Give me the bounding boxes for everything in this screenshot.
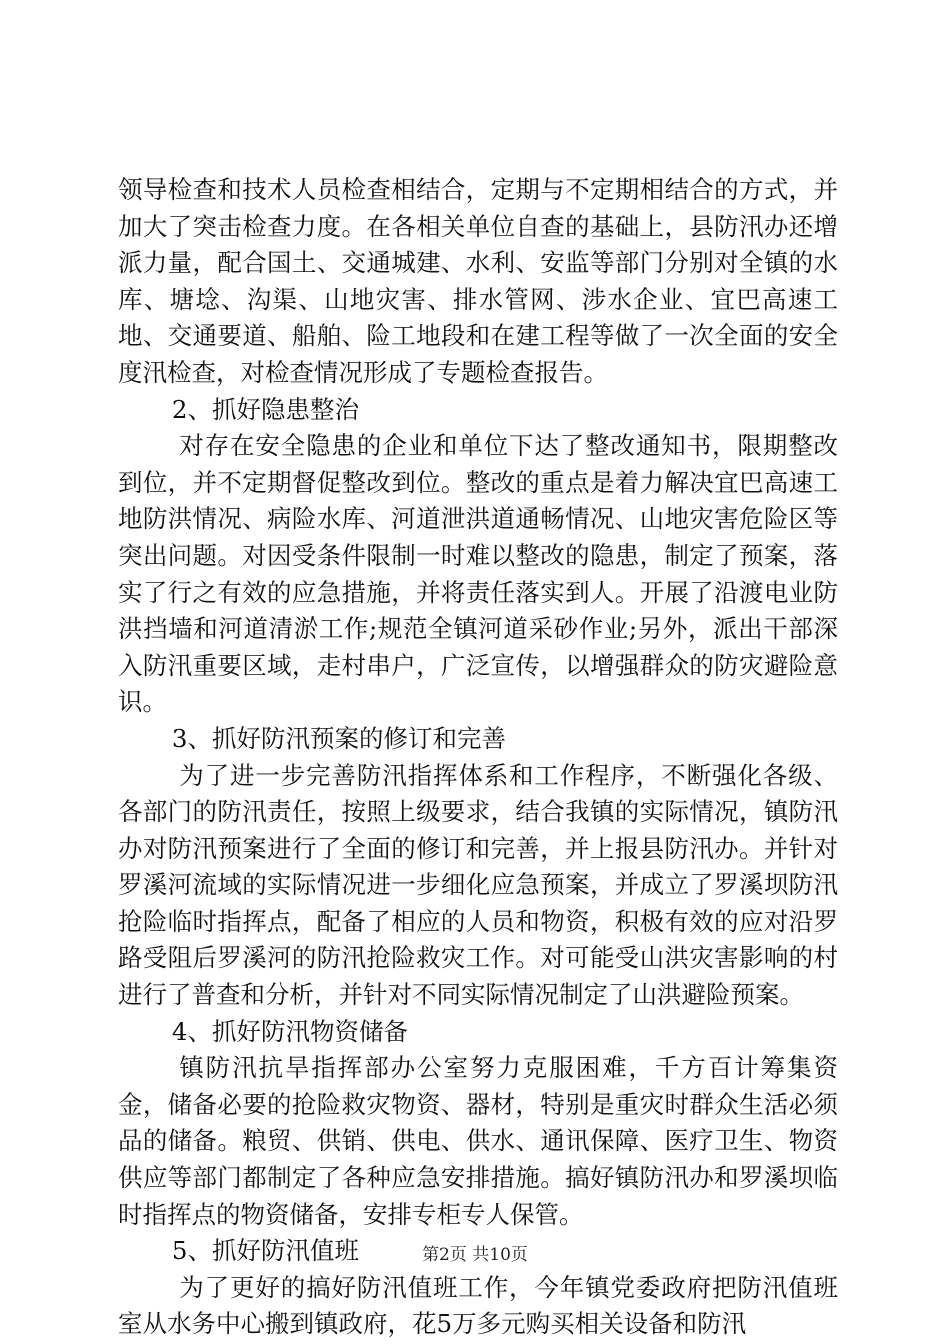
section-heading: 3、抓好防汛预案的修订和完善 — [171, 723, 506, 753]
body-paragraph: 为了更好的搞好防汛值班工作，今年镇党委政府把防汛值班室从水务中心搬到镇政府，花5万多元购买相关设备和防汛 — [118, 1272, 838, 1339]
body-paragraph: 镇防汛抗旱指挥部办公室努力克服困难，千方百计筹集资金，储备必要的抢险救灾物资、器材，特别是重灾时群众生活必须品的储备。粮贸、供销、供电、供水、通讯保障、医疗卫生、物资供应等部门都制定了各种应急安排措施。搞好镇防汛办和罗溪坝临时指挥点的物资储备，安排专柜专人保管。 — [118, 1053, 838, 1229]
page-number-footer: 第2页 共10页 — [422, 1245, 528, 1265]
section-heading: 4、抓好防汛物资储备 — [171, 1016, 408, 1046]
body-paragraph: 对存在安全隐患的企业和单位下达了整改通知书，限期整改到位，并不定期督促整改到位。整改的重点是着力解决宜巴高速工地防洪情况、病险水库、河道泄洪道通畅情况、山地灾害危险区等突出问题。对因受条件限制一时难以整改的隐患，制定了预案，落实了行之有效的应急措施，并将责任落实到人。开展了沿渡电业防洪挡墙和河道清淤工作;规范全镇河道采砂作业;另外，派出干部深入防汛重要区域，走村串户，广泛宣传，以增强群众的防灾避险意识。 — [118, 431, 838, 717]
section-heading: 2、抓好隐患整治 — [171, 394, 359, 424]
document-body — [118, 172, 838, 1343]
section-heading: 5、抓好防汛值班 — [171, 1236, 359, 1266]
body-paragraph: 领导检查和技术人员检查相结合，定期与不定期相结合的方式，并加大了突击检查力度。在各相关单位自查的基础上，县防汛办还增派力量，配合国土、交通城建、水利、安监等部门分别对全镇的水库、塘埝、沟渠、山地灾害、排水管网、涉水企业、宜巴高速工地、交通要道、船舶、险工地段和在建工程等做了一次全面的安全度汛检查，对检查情况形成了专题检查报告。 — [118, 175, 838, 387]
body-paragraph: 为了进一步完善防汛指挥体系和工作程序，不断强化各级、各部门的防汛责任，按照上级要求，结合我镇的实际情况，镇防汛办对防汛预案进行了全面的修订和完善，并上报县防汛办。并针对罗溪河流域的实际情况进一步细化应急预案，并成立了罗溪坝防汛抢险临时指挥点，配备了相应的人员和物资，积极有效的应对沿罗路受阻后罗溪河的防汛抢险救灾工作。对可能受山洪灾害影响的村进行了普查和分析，并针对不同实际情况制定了山洪避险预案。 — [118, 760, 838, 1010]
